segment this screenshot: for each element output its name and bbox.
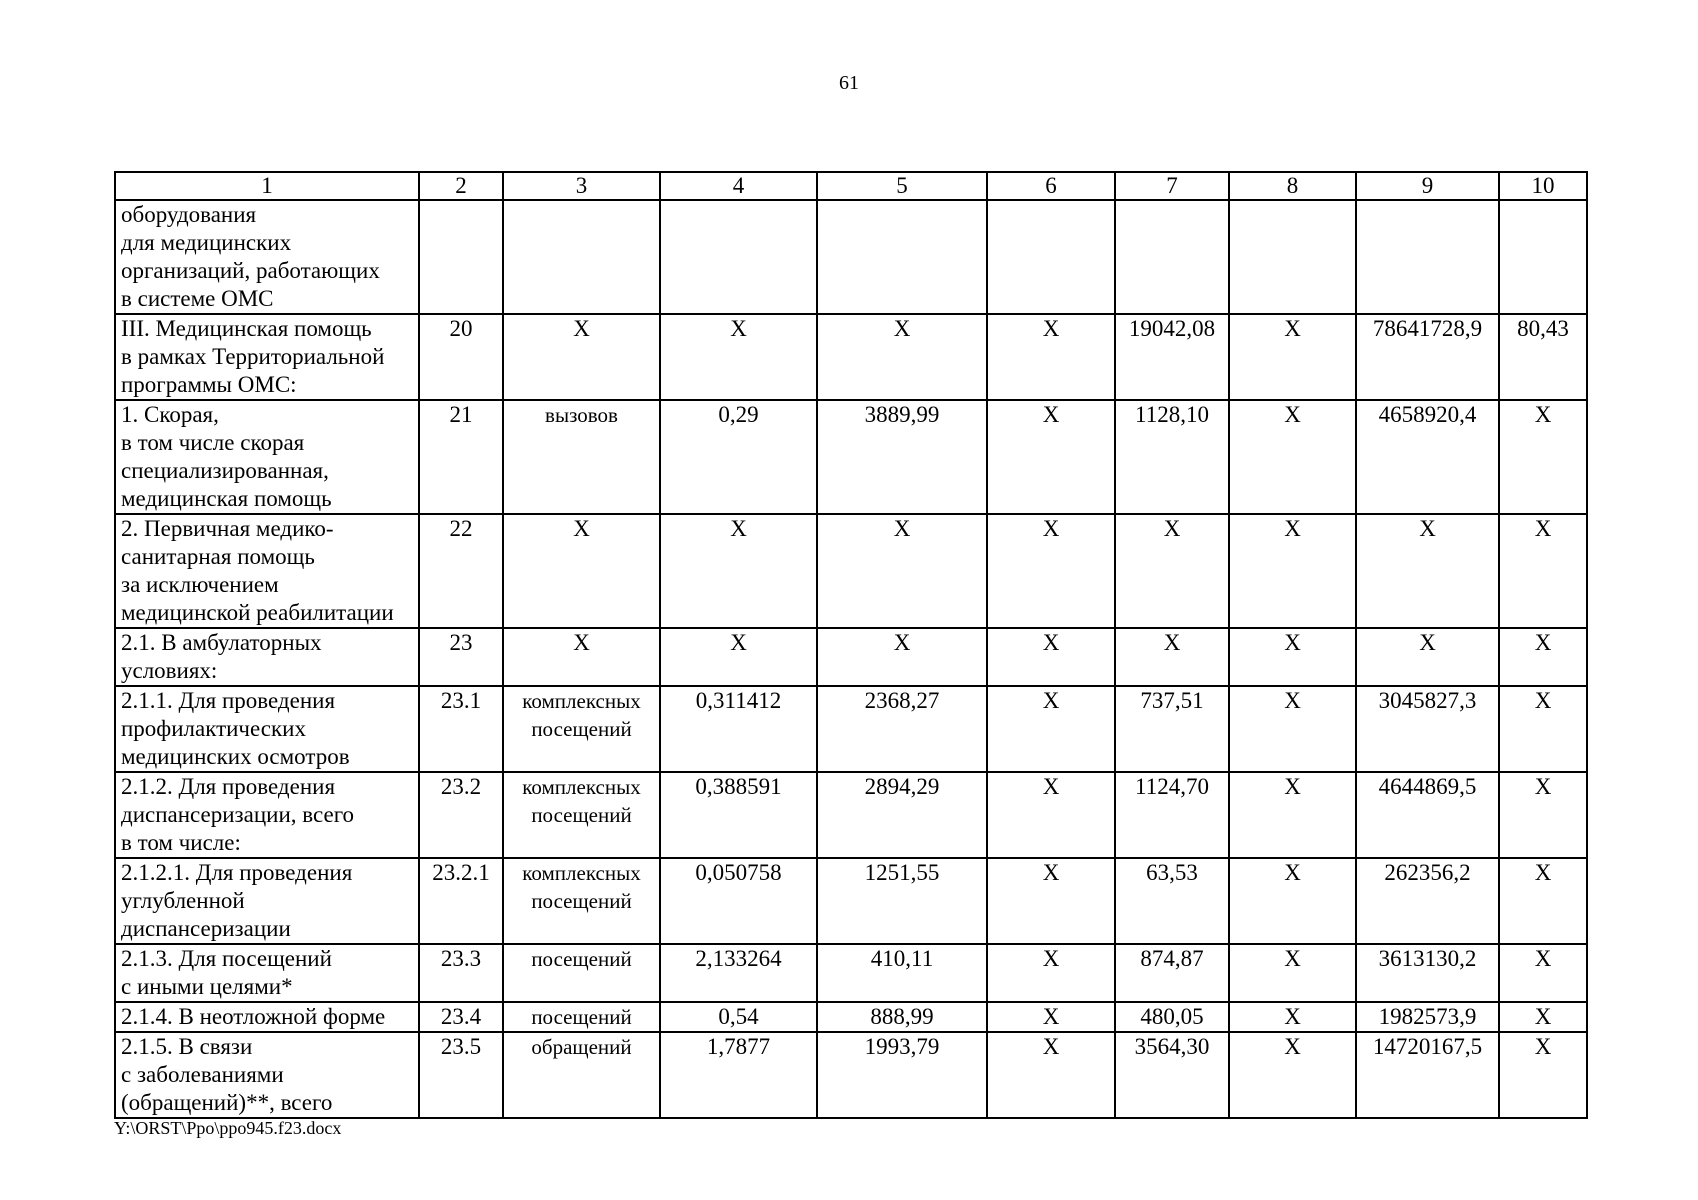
table-cell: X [1115, 514, 1229, 628]
table-cell: X [817, 314, 987, 400]
table-cell: X [1229, 514, 1356, 628]
table-row [115, 628, 1587, 686]
table-cell: 63,53 [1115, 858, 1229, 944]
table-cell: X [1229, 1002, 1356, 1032]
row-label-cell: 2.1.2. Для проведения диспансеризации, всего в том числе: [115, 772, 419, 858]
table-cell [1499, 200, 1587, 314]
header-cell: 8 [1229, 172, 1356, 200]
table-row [115, 1002, 1587, 1032]
table-row [115, 314, 1587, 400]
table-cell: 410,11 [817, 944, 987, 1002]
table-cell [660, 200, 817, 314]
table-cell: 23.3 [419, 944, 503, 1002]
table-cell: X [1499, 858, 1587, 944]
table-cell: 80,43 [1499, 314, 1587, 400]
table-cell: X [987, 400, 1115, 514]
table-cell: комплексных посещений [503, 858, 660, 944]
table-cell: X [1499, 772, 1587, 858]
table-cell: 20 [419, 314, 503, 400]
table-cell [1229, 200, 1356, 314]
table-body [115, 172, 1587, 1118]
table-cell: X [987, 1002, 1115, 1032]
table-cell: 1982573,9 [1356, 1002, 1499, 1032]
row-label-cell: 2.1.5. В связи с заболеваниями (обращений)**, всего [115, 1032, 419, 1118]
table-cell: 262356,2 [1356, 858, 1499, 944]
table-cell: 0,29 [660, 400, 817, 514]
table-cell [1356, 200, 1499, 314]
table-row [115, 200, 1587, 314]
table-cell: X [1499, 1032, 1587, 1118]
table-cell: X [1356, 628, 1499, 686]
table-cell [817, 200, 987, 314]
table-cell: X [660, 628, 817, 686]
table-cell: 3613130,2 [1356, 944, 1499, 1002]
table-cell: 1251,55 [817, 858, 987, 944]
table-cell: 2,133264 [660, 944, 817, 1002]
table-cell: X [987, 944, 1115, 1002]
table-cell: 3045827,3 [1356, 686, 1499, 772]
header-cell: 6 [987, 172, 1115, 200]
table-cell: вызовов [503, 400, 660, 514]
table-cell: комплексных посещений [503, 772, 660, 858]
table-cell: 23.2 [419, 772, 503, 858]
table-cell: 2368,27 [817, 686, 987, 772]
table-cell: X [660, 514, 817, 628]
table-cell: X [1229, 400, 1356, 514]
table-cell [503, 200, 660, 314]
header-cell: 5 [817, 172, 987, 200]
table-cell: X [1356, 514, 1499, 628]
table-cell: X [1229, 314, 1356, 400]
table-cell: 21 [419, 400, 503, 514]
table-cell: 14720167,5 [1356, 1032, 1499, 1118]
table-cell: 19042,08 [1115, 314, 1229, 400]
table-cell: X [987, 514, 1115, 628]
table-cell: 0,311412 [660, 686, 817, 772]
table-cell: X [1229, 1032, 1356, 1118]
table-cell: 4644869,5 [1356, 772, 1499, 858]
table-cell: X [1229, 628, 1356, 686]
row-label-cell: 1. Скорая, в том числе скорая специализированная, медицинская помощь [115, 400, 419, 514]
table-cell: X [987, 628, 1115, 686]
row-label-cell: III. Медицинская помощь в рамках Территориальной программы ОМС: [115, 314, 419, 400]
table-cell: 1,7877 [660, 1032, 817, 1118]
table-cell: X [1499, 400, 1587, 514]
table-cell: обращений [503, 1032, 660, 1118]
table-cell: X [987, 314, 1115, 400]
row-label-cell: 2.1.4. В неотложной форме [115, 1002, 419, 1032]
table-cell: 1128,10 [1115, 400, 1229, 514]
table-cell: X [660, 314, 817, 400]
footer-file-path: Y:\ORST\Ppo\ppo945.f23.docx [114, 1118, 342, 1138]
table-cell: 3564,30 [1115, 1032, 1229, 1118]
table-cell: 480,05 [1115, 1002, 1229, 1032]
table-cell: 23.5 [419, 1032, 503, 1118]
header-cell: 10 [1499, 172, 1587, 200]
table-cell: 1993,79 [817, 1032, 987, 1118]
table-cell: 23.2.1 [419, 858, 503, 944]
table-cell: 1124,70 [1115, 772, 1229, 858]
table-cell: X [1115, 628, 1229, 686]
table-cell: X [503, 314, 660, 400]
table-cell [1115, 200, 1229, 314]
table-cell: X [817, 628, 987, 686]
row-label-cell: 2.1.2.1. Для проведения углубленной диспансеризации [115, 858, 419, 944]
table-cell: 23.4 [419, 1002, 503, 1032]
table-cell [987, 200, 1115, 314]
header-cell: 4 [660, 172, 817, 200]
table-cell: 4658920,4 [1356, 400, 1499, 514]
table-row [115, 400, 1587, 514]
table-cell: 888,99 [817, 1002, 987, 1032]
table-row [115, 686, 1587, 772]
header-cell: 3 [503, 172, 660, 200]
table-cell: посещений [503, 944, 660, 1002]
row-label-cell: 2.1. В амбулаторных условиях: [115, 628, 419, 686]
table-cell: X [1499, 944, 1587, 1002]
table-cell: 23 [419, 628, 503, 686]
row-label-cell: оборудования для медицинских организаций, работающих в системе ОМС [115, 200, 419, 314]
table-cell: комплексных посещений [503, 686, 660, 772]
row-label-cell: 2. Первичная медико- санитарная помощь за исключением медицинской реабилитации [115, 514, 419, 628]
table-cell: 0,388591 [660, 772, 817, 858]
table-cell: 23.1 [419, 686, 503, 772]
table-cell: X [987, 858, 1115, 944]
page-number: 61 [839, 72, 859, 94]
table-row [115, 858, 1587, 944]
data-table [114, 171, 1588, 1119]
row-label-cell: 2.1.3. Для посещений с иными целями* [115, 944, 419, 1002]
table-cell: X [1229, 858, 1356, 944]
table-row [115, 772, 1587, 858]
table-cell [419, 200, 503, 314]
table-cell: X [987, 1032, 1115, 1118]
table-cell: X [503, 628, 660, 686]
table-cell: X [1499, 628, 1587, 686]
header-cell: 7 [1115, 172, 1229, 200]
table-row [115, 1032, 1587, 1118]
table-cell: X [1229, 686, 1356, 772]
row-label-cell: 2.1.1. Для проведения профилактических медицинских осмотров [115, 686, 419, 772]
table-cell: X [987, 686, 1115, 772]
table-cell: посещений [503, 1002, 660, 1032]
table-cell: 737,51 [1115, 686, 1229, 772]
table-row [115, 944, 1587, 1002]
table-cell: X [1499, 514, 1587, 628]
table-row [115, 514, 1587, 628]
table-cell: X [1229, 944, 1356, 1002]
table-cell: X [503, 514, 660, 628]
header-cell: 2 [419, 172, 503, 200]
table-cell: X [1229, 772, 1356, 858]
table-cell: 22 [419, 514, 503, 628]
table-cell: X [1499, 686, 1587, 772]
header-cell: 9 [1356, 172, 1499, 200]
table-cell: X [817, 514, 987, 628]
header-cell: 1 [115, 172, 419, 200]
table-cell: 2894,29 [817, 772, 987, 858]
table-cell: 78641728,9 [1356, 314, 1499, 400]
table-cell: 0,54 [660, 1002, 817, 1032]
table-cell: X [987, 772, 1115, 858]
table-header-row [115, 172, 1587, 200]
table-cell: 3889,99 [817, 400, 987, 514]
table-cell: 0,050758 [660, 858, 817, 944]
table-cell: 874,87 [1115, 944, 1229, 1002]
table-cell: X [1499, 1002, 1587, 1032]
